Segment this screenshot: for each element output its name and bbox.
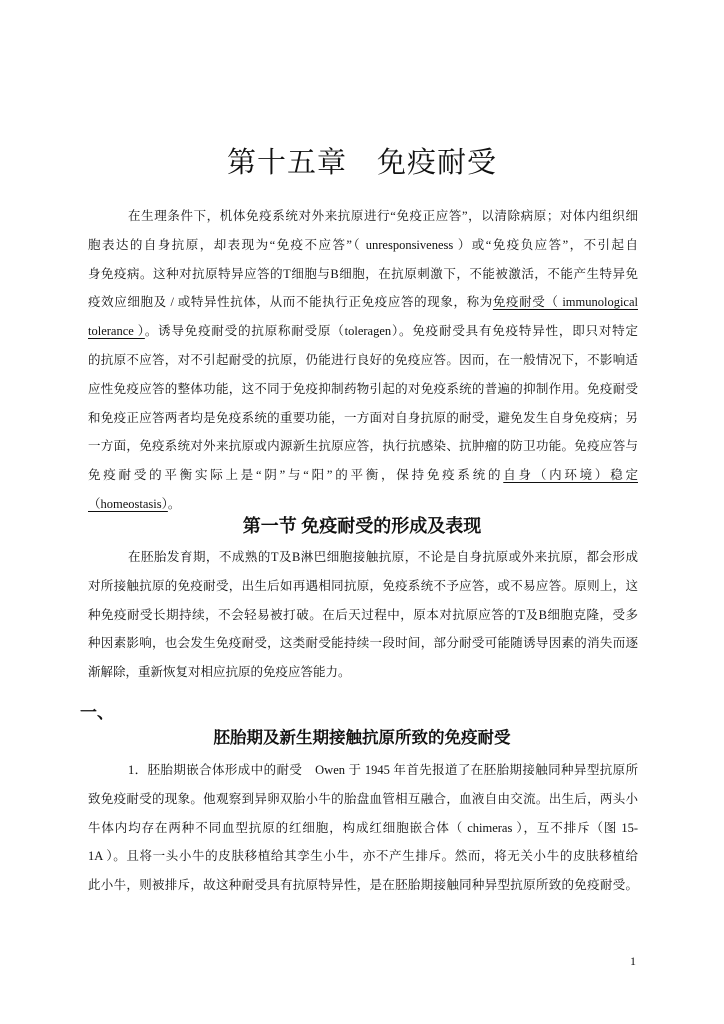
underlined-term: （homeostasis） [88, 497, 168, 511]
text-line [88, 605, 638, 625]
text-line [88, 264, 638, 284]
text-segment: 1．胚胎期嵌合体形成中的耐受 Owen 于 1945 年首先报道了在胚胎期接触同种异型抗原所 [128, 763, 638, 777]
text-segment: 的抗原不应答，对不引起耐受的抗原，仍能进行良好的免疫应答。因而，在一般情况下，不影响适 [88, 353, 638, 367]
underlined-term: tolerance ） [88, 324, 145, 339]
text-line [88, 875, 638, 895]
text-segment: 此小牛，则被排斥，故这种耐受具有抗原特异性，是在胚胎期接触同种异型抗原所致的免疫耐受。 [88, 878, 638, 893]
text-segment: 牛体内均存在两种不同血型抗原的红细胞，构成红细胞嵌合体（ chimeras ），互不排斥（图 15- [88, 820, 638, 835]
text-segment: 在胚胎发育期，不成熟的T及B淋巴细胞接触抗原，不论是自身抗原或外来抗原，都会形成 [128, 550, 638, 564]
text-segment: 免疫耐受的平衡实际上是“阴”与“阳”的平衡，保持免疫系统的 [88, 468, 504, 483]
text-line [88, 846, 638, 866]
text-segment: 对所接触抗原的免疫耐受，出生后如再遇相同抗原，免疫系统不予应答，或不易应答。原则上，这 [88, 578, 638, 593]
text-line [88, 576, 638, 596]
text-line [88, 379, 638, 399]
text-line [88, 350, 638, 370]
page-number: 1 [630, 954, 636, 968]
text-segment: 身免疫病。这种对抗原特异应答的T细胞与B细胞，在抗原刺激下，不能被激活，不能产生特异免 [88, 266, 638, 281]
text-segment: 。诱导免疫耐受的抗原称耐受原（toleragen）。免疫耐受具有免疫特异性，即只对特定 [144, 324, 638, 339]
text-segment: 种因素影响，也会发生免疫耐受，这类耐受能持续一段时间，部分耐受可能随诱导因素的消失而逐 [88, 636, 638, 651]
underlined-term: 免疫耐受（ immunological [492, 295, 638, 310]
section-heading: 第一节 免疫耐受的形成及表现 [242, 516, 482, 536]
text-segment: 和免疫正应答两者均是免疫系统的重要功能，一方面对自身抗原的耐受，避免发生自身免疫病；另 [88, 410, 638, 425]
text-line [88, 321, 638, 341]
text-line [88, 436, 638, 456]
text-line [88, 235, 638, 255]
text-line [128, 760, 638, 780]
text-line [88, 818, 638, 838]
text-line [88, 633, 638, 653]
chapter-title: 第十五章 免疫耐受 [226, 147, 497, 179]
text-segment: 致免疫耐受的现象。他观察到异卵双胎小牛的胎盘血管相互融合，血液自由交流。出生后，两头小 [88, 791, 638, 806]
text-line [128, 547, 638, 567]
text-segment: 渐解除，重新恢复对相应抗原的免疫应答能力。 [88, 665, 351, 680]
text-segment: 一方面，免疫系统对外来抗原或内源新生抗原应答，执行抗感染、抗肿瘤的防卫功能。免疫应答与 [88, 439, 638, 454]
subsection-number: 一、 [80, 703, 114, 722]
text-line [88, 292, 638, 312]
text-line [88, 789, 638, 809]
text-line [128, 206, 638, 226]
text-segment: 疫效应细胞及 / 或特异性抗体，从而不能执行正免疫应答的现象，称为 [88, 295, 493, 310]
text-line [88, 465, 638, 485]
text-line [88, 494, 638, 514]
text-segment: 种免疫耐受长期持续，不会轻易被打破。在后天过程中，原本对抗原应答的T及B细胞克隆，受多 [88, 607, 638, 622]
text-segment: 胞表达的自身抗原，却表现为“免疫不应答”（ unresponsiveness ）或“免疫负应答”，不引起自 [88, 237, 638, 252]
subsection-heading: 胚胎期及新生期接触抗原所致的免疫耐受 [213, 728, 511, 747]
text-segment: 。 [167, 497, 181, 511]
text-line [88, 408, 638, 428]
text-segment: 应性免疫应答的整体功能，这不同于免疫抑制药物引起的对免疫系统的普遍的抑制作用。免疫耐受 [88, 381, 638, 396]
underlined-term: 自身（内环境）稳定 [503, 468, 638, 483]
text-segment: 1A ）。且将一头小牛的皮肤移植给其孪生小牛，亦不产生排斥。然而，将无关小牛的皮肤移植给 [88, 849, 638, 864]
text-segment: 在生理条件下，机体免疫系统对外来抗原进行“免疫正应答”，以清除病原；对体内组织细 [128, 209, 638, 223]
text-line [88, 662, 638, 682]
